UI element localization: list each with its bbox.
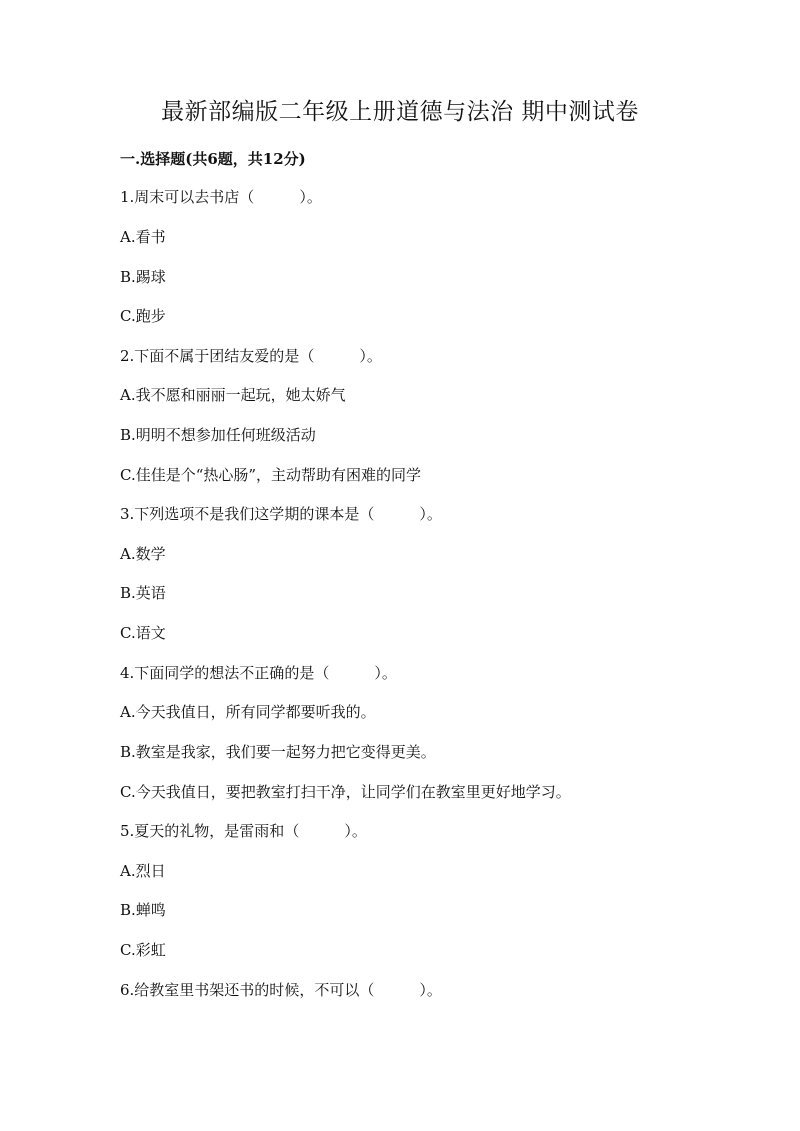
answer-option: C.彩虹 (120, 941, 166, 959)
answer-option: A.我不愿和丽丽一起玩，她太娇气 (120, 386, 346, 404)
answer-option: B.教室是我家，我们要一起努力把它变得更美。 (120, 743, 436, 761)
question-stem: 1.周末可以去书店（ ）。 (120, 188, 322, 206)
answer-option: C.跑步 (120, 307, 166, 325)
answer-option: A.今天我值日，所有同学都要听我的。 (120, 703, 376, 721)
question-stem: 5.夏天的礼物，是雷雨和（ ）。 (120, 822, 367, 840)
answer-option: B.蝉鸣 (120, 901, 166, 919)
answer-option: C.语文 (120, 624, 166, 642)
answer-option: A.烈日 (120, 862, 166, 880)
section-heading: 一.选择题(共6题，共12分) (120, 150, 306, 168)
answer-option: C.今天我值日，要把教室打扫干净，让同学们在教室里更好地学习。 (120, 783, 571, 801)
question-stem: 4.下面同学的想法不正确的是（ ）。 (120, 664, 397, 682)
answer-option: B.明明不想参加任何班级活动 (120, 426, 316, 444)
answer-option: A.看书 (120, 228, 166, 246)
answer-option: B.踢球 (120, 268, 166, 286)
answer-option: A.数学 (120, 545, 166, 563)
question-stem: 6.给教室里书架还书的时候，不可以（ ）。 (120, 981, 442, 999)
question-stem: 3.下列选项不是我们这学期的课本是（ ）。 (120, 505, 442, 523)
page-title: 最新部编版二年级上册道德与法治 期中测试卷 (161, 99, 639, 125)
answer-option: B.英语 (120, 584, 166, 602)
answer-option: C.佳佳是个“热心肠”，主动帮助有困难的同学 (120, 466, 422, 484)
question-stem: 2.下面不属于团结友爱的是（ ）。 (120, 347, 382, 365)
